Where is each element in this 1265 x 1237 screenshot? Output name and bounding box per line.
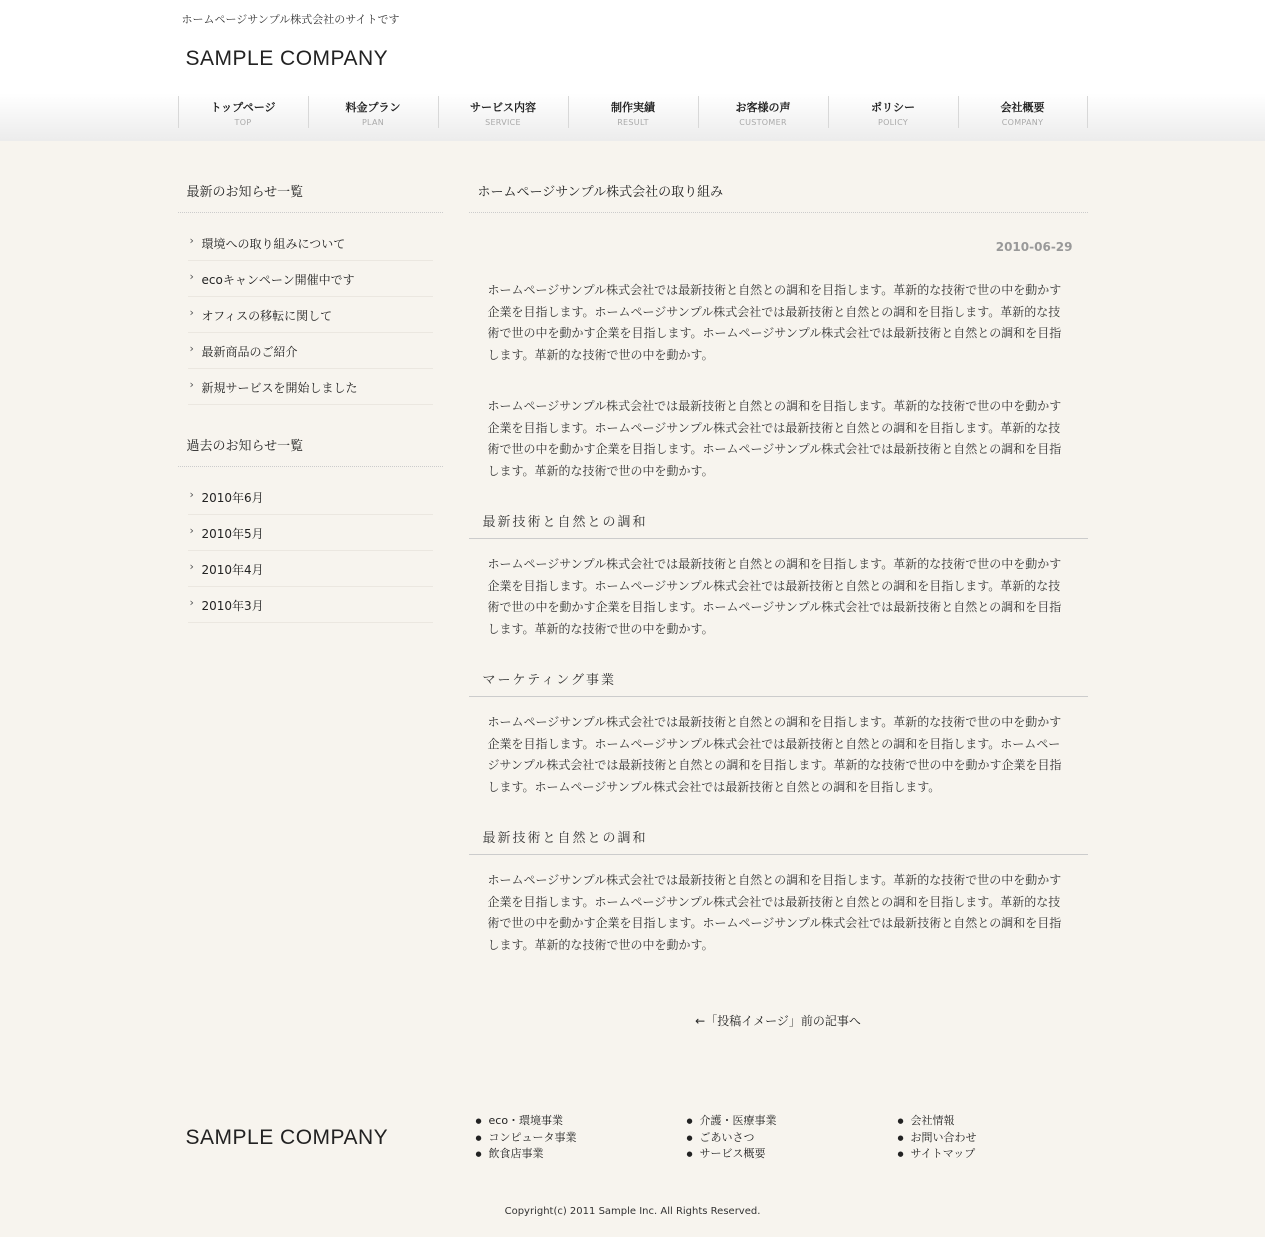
nav-item-service[interactable] xyxy=(438,96,568,128)
nav-item-policy[interactable] xyxy=(828,96,958,128)
latest-news-item[interactable]: › 環境への取り組みについて xyxy=(188,225,433,261)
article-paragraph: ホームページサンプル株式会社では最新技術と自然との調和を目指します。革新的な技術で世の中を動かす企業を目指します。ホームページサンプル株式会社では最新技術と自然との調和を目指します。革新的な技術で世の中を動かす企業を目指します。ホームページサンプル株式会社では最新技術と自然との調和を目指します。革新的な技術で世の中を動かす。 xyxy=(487,873,1062,952)
section-heading: マーケティング事業 xyxy=(469,669,1088,697)
section-heading: 最新技術と自然との調和 xyxy=(469,827,1088,855)
copyright: Copyright(c) 2011 Sample Inc. All Rights Reserved. xyxy=(504,1206,761,1217)
global-nav xyxy=(178,96,1088,128)
nav-item-customer[interactable] xyxy=(698,96,828,128)
archive-item[interactable]: › 2010年4月 xyxy=(188,551,433,587)
nav-sublabel: COMPANY xyxy=(1001,118,1044,127)
footer-link[interactable]: ● 介護・医療事業 xyxy=(687,1113,777,1130)
footer-link[interactable]: ● 会社情報 xyxy=(898,1113,977,1130)
footer-links-col1 xyxy=(476,1113,577,1163)
nav-label: 会社概要 xyxy=(1000,101,1045,114)
nav-sublabel: CUSTOMER xyxy=(739,118,787,127)
nav-item-top[interactable] xyxy=(178,96,308,128)
footer-links-col3 xyxy=(898,1113,977,1163)
past-news-title: 過去のお知らせ一覧 xyxy=(178,425,443,467)
article-paragraph: ホームページサンプル株式会社では最新技術と自然との調和を目指します。革新的な技術で世の中を動かす企業を目指します。ホームページサンプル株式会社では最新技術と自然との調和を目指します。革新的な技術で世の中を動かす企業を目指します。ホームページサンプル株式会社では最新技術と自然との調和を目指します。革新的な技術で世の中を動かす。 xyxy=(487,399,1062,478)
footer-link[interactable]: ● 飲食店事業 xyxy=(476,1146,577,1163)
latest-news-item[interactable]: › 最新商品のご紹介 xyxy=(188,333,433,369)
nav-label: 制作実績 xyxy=(611,101,655,114)
nav-sublabel: PLAN xyxy=(361,118,385,127)
archive-item[interactable]: › 2010年5月 xyxy=(188,515,433,551)
nav-item-result[interactable] xyxy=(568,96,698,128)
footer-link[interactable]: ● サービス概要 xyxy=(687,1146,777,1163)
previous-post-link[interactable]: ←「投稿イメージ」前の記事へ xyxy=(695,1014,861,1028)
latest-news-list xyxy=(178,213,443,405)
footer-logo[interactable]: SAMPLE COMPANY xyxy=(185,1126,389,1149)
site-logo[interactable]: SAMPLE COMPANY xyxy=(185,47,389,70)
article-paragraph: ホームページサンプル株式会社では最新技術と自然との調和を目指します。革新的な技術で世の中を動かす企業を目指します。ホームページサンプル株式会社では最新技術と自然との調和を目指します。革新的な技術で世の中を動かす企業を目指します。ホームページサンプル株式会社では最新技術と自然との調和を目指します。革新的な技術で世の中を動かす。 xyxy=(487,283,1062,362)
footer-link[interactable]: ● eco・環境事業 xyxy=(476,1113,577,1130)
article-date: 2010-06-29 xyxy=(995,240,1073,254)
section-heading: 最新技術と自然との調和 xyxy=(469,511,1088,539)
article xyxy=(469,171,1088,1029)
nav-label: 料金プラン xyxy=(345,101,401,114)
nav-label: トップページ xyxy=(210,101,276,114)
nav-sublabel: RESULT xyxy=(617,118,649,127)
site-header xyxy=(0,0,1265,141)
latest-news-item[interactable]: › オフィスの移転に関して xyxy=(188,297,433,333)
nav-sublabel: POLICY xyxy=(877,118,909,127)
site-tagline: ホームページサンプル株式会社のサイトです xyxy=(181,13,400,26)
footer-link[interactable]: ● ごあいさつ xyxy=(687,1130,777,1147)
site-footer xyxy=(0,1090,1265,1237)
footer-link[interactable]: ● コンピュータ事業 xyxy=(476,1130,577,1147)
nav-label: サービス内容 xyxy=(470,101,536,114)
nav-label: ポリシー xyxy=(871,101,915,114)
nav-sublabel: SERVICE xyxy=(485,118,521,127)
nav-item-company[interactable] xyxy=(958,96,1088,128)
latest-news-title: 最新のお知らせ一覧 xyxy=(178,171,443,213)
nav-sublabel: TOP xyxy=(234,118,252,127)
article-title: ホームページサンプル株式会社の取り組み xyxy=(469,171,1088,213)
footer-link[interactable]: ● サイトマップ xyxy=(898,1146,977,1163)
article-paragraph: ホームページサンプル株式会社では最新技術と自然との調和を目指します。革新的な技術で世の中を動かす企業を目指します。ホームページサンプル株式会社では最新技術と自然との調和を目指します。ホームページサンプル株式会社では最新技術と自然との調和を目指します。革新的な技術で世の中を動かす企業を目指します。ホームページサンプル株式会社では最新技術と自然との調和を目指します。 xyxy=(487,715,1062,794)
footer-link[interactable]: ● お問い合わせ xyxy=(898,1130,977,1147)
latest-news-item[interactable]: › 新規サービスを開始しました xyxy=(188,369,433,405)
nav-item-plan[interactable] xyxy=(308,96,438,128)
archive-item[interactable]: › 2010年6月 xyxy=(188,479,433,515)
footer-links-col2 xyxy=(687,1113,777,1163)
main-area xyxy=(178,141,1088,1211)
latest-news-item[interactable]: › ecoキャンペーン開催中です xyxy=(188,261,433,297)
past-news-list xyxy=(178,467,443,623)
sidebar xyxy=(178,171,443,623)
nav-label: お客様の声 xyxy=(735,101,791,114)
archive-item[interactable]: › 2010年3月 xyxy=(188,587,433,623)
article-paragraph: ホームページサンプル株式会社では最新技術と自然との調和を目指します。革新的な技術で世の中を動かす企業を目指します。ホームページサンプル株式会社では最新技術と自然との調和を目指します。革新的な技術で世の中を動かす企業を目指します。ホームページサンプル株式会社では最新技術と自然との調和を目指します。革新的な技術で世の中を動かす。 xyxy=(487,557,1062,636)
